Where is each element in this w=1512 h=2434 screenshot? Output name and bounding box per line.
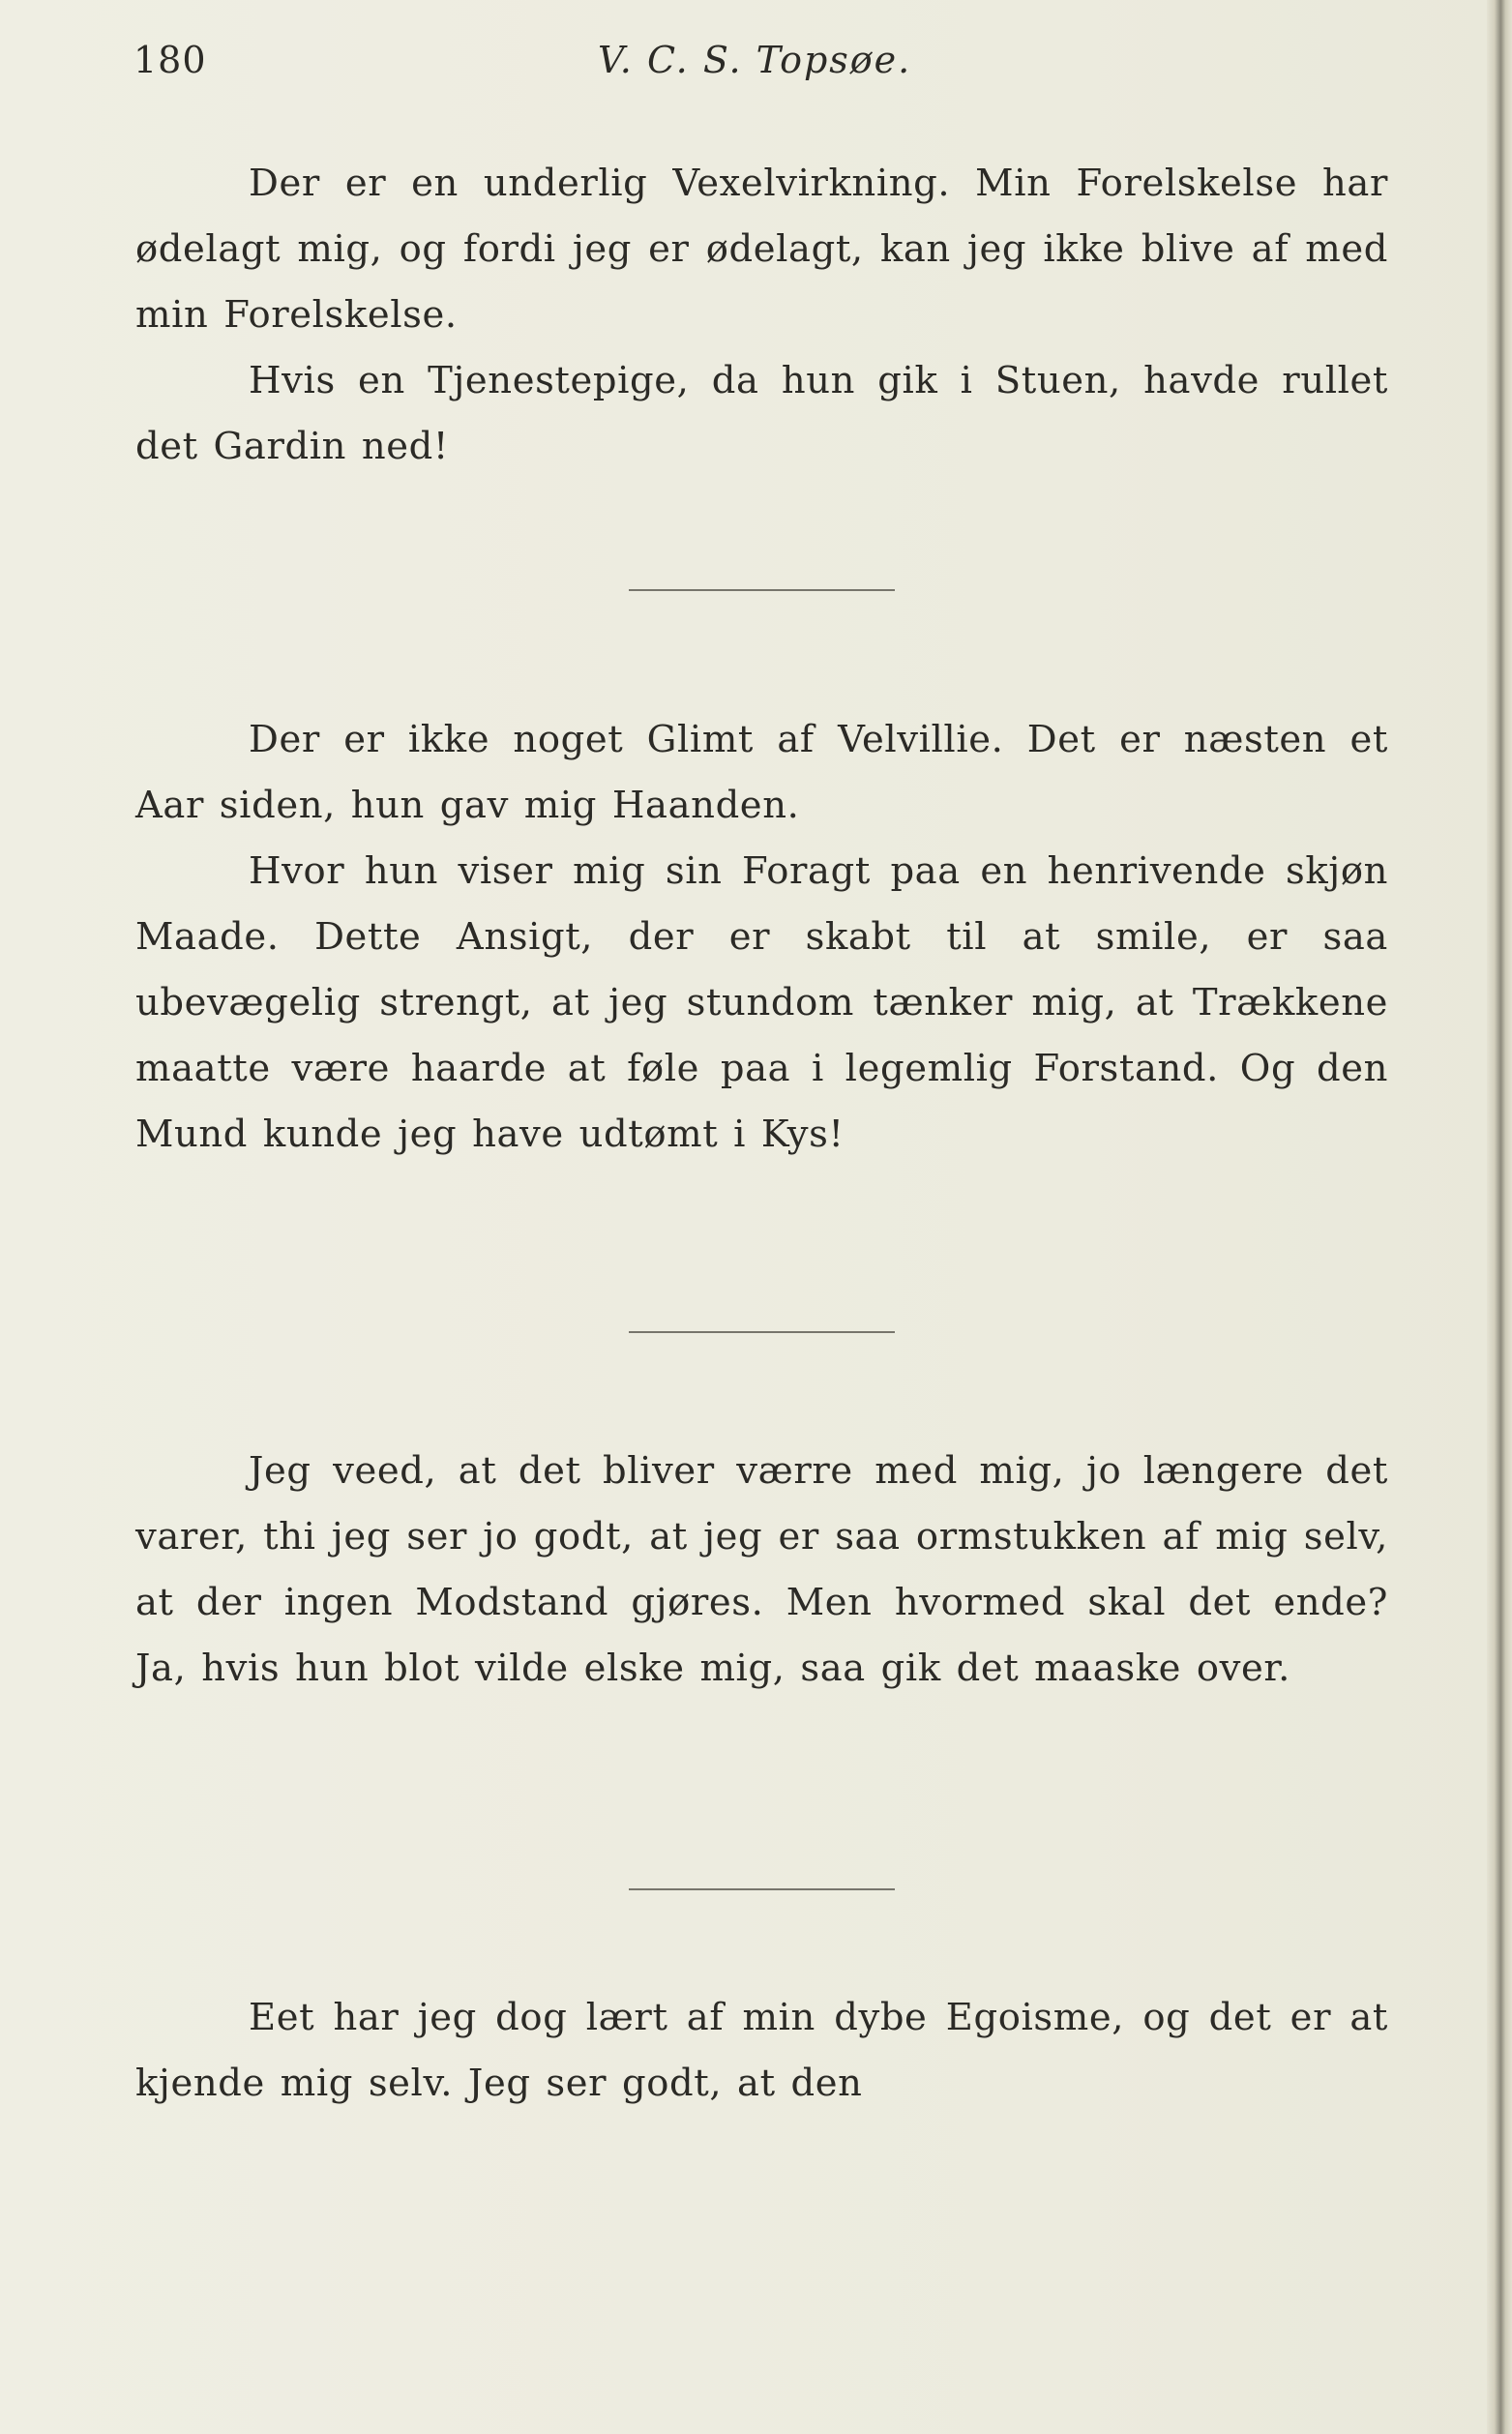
paragraph: Der er ikke noget Glimt af Velvillie. Det er næsten et Aar siden, hun gav mig Haanden. (135, 718, 1388, 827)
section-divider (629, 1331, 895, 1333)
text-section-4 (135, 1985, 1388, 2117)
paragraph: Jeg veed, at det bliver værre med mig, jo længere det varer, thi jeg ser jo godt, at jeg er saa ormstukken af mig selv, at der ingen Modstand gjøres. Men hvormed skal det ende? Ja, hvis hun blot vilde elske mig, saa gik det maaske over. (135, 1449, 1388, 1690)
running-title: V. C. S. Topsøe. (598, 39, 912, 81)
paragraph: Der er en underlig Vexelvirkning. Min Forelskelse har ødelagt mig, og fordi jeg er ødelagt, kan jeg ikke blive af med min Forelskelse. (135, 162, 1388, 337)
page-number: 180 (133, 39, 207, 81)
paragraph: Hvor hun viser mig sin Foragt paa en henrivende skjøn Maade. Dette Ansigt, der er skabt til at smile, er saa ubevægelig strengt, at jeg stundom tænker mig, at Trækkene maatte være haarde at føle paa i legemlig Forstand. Og den Mund kunde jeg have udtømt i Kys! (135, 849, 1388, 1156)
paragraph: Hvis en Tjenestepige, da hun gik i Stuen, havde rullet det Gardin ned! (135, 359, 1388, 468)
section-divider (629, 1888, 895, 1890)
paragraph: Eet har jeg dog lært af min dybe Egoisme, og det er at kjende mig selv. Jeg ser godt, at den (135, 1996, 1388, 2105)
text-section-3 (135, 1439, 1388, 1702)
section-divider (629, 589, 895, 591)
text-section-1 (135, 151, 1388, 480)
page-edge-shadow (1487, 0, 1512, 2434)
text-section-2 (135, 707, 1388, 1168)
page-header (133, 39, 1381, 97)
